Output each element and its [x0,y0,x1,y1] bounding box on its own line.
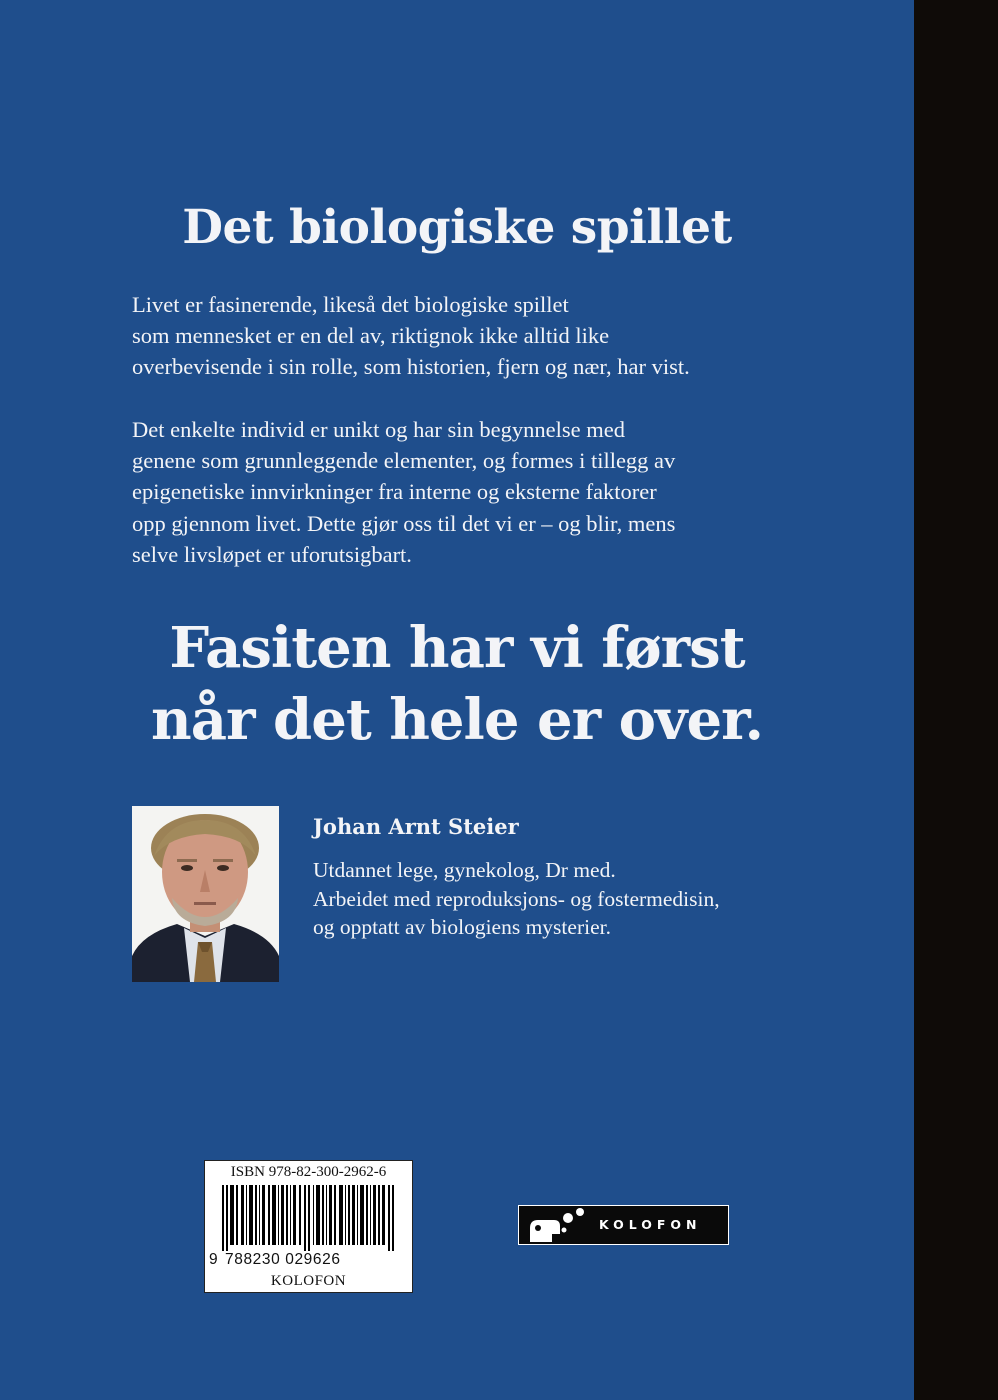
bio-line: Arbeidet med reproduksjons- og fostermedisin, [313,886,720,911]
publisher-logo-text: KOLOFON [599,1217,702,1232]
paragraph-line: Det enkelte individ er unikt og har sin begynnelse med [132,417,626,442]
description-paragraph-1 [132,289,832,383]
barcode-bars [222,1185,398,1251]
isbn-text: ISBN 978-82-300-2962-6 [230,1164,387,1180]
paragraph-line: opp gjennom livet. Dette gjør oss til det vi er – og blir, mens [132,510,676,536]
slogan-line: Fasiten har vi først [169,615,745,681]
paragraph-line: genene som grunnleggende elementer, og formes i tillegg av [132,448,676,474]
paragraph-line: Livet er fasinerende, likeså det biologiske spillet [132,292,569,317]
bio-line: og opptatt av biologiens mysterier. [313,915,611,939]
isbn-barcode [204,1160,413,1293]
barcode-first-digit: 9 [209,1251,219,1268]
author-bio [313,856,720,942]
author-portrait-illustration [132,806,279,982]
author-photo [132,806,279,982]
publisher-logo-icon [524,1206,594,1244]
barcode-publisher: KOLOFON [270,1273,347,1289]
book-title: Det biologiske spillet [182,200,732,255]
paragraph-line: selve livsløpet er uforutsigbart. [132,541,412,567]
paragraph-line: overbevisende i sin rolle, som historien, fjern og nær, har vist. [132,354,690,380]
slogan-line: når det hele er over. [151,687,763,753]
publisher-logo [518,1205,729,1245]
bio-line: Utdannet lege, gynekolog, Dr med. [313,858,616,882]
book-spine [914,0,998,1400]
slogan [0,612,914,756]
description-paragraph-2 [132,414,832,570]
paragraph-line: epigenetiske innvirkninger fra interne og eksterne faktorer [132,479,657,505]
paragraph-line: som mennesket er en del av, riktignok ikke alltid like [132,323,610,349]
author-name: Johan Arnt Steier [313,814,519,839]
barcode-number: 788230 029626 [225,1251,341,1268]
